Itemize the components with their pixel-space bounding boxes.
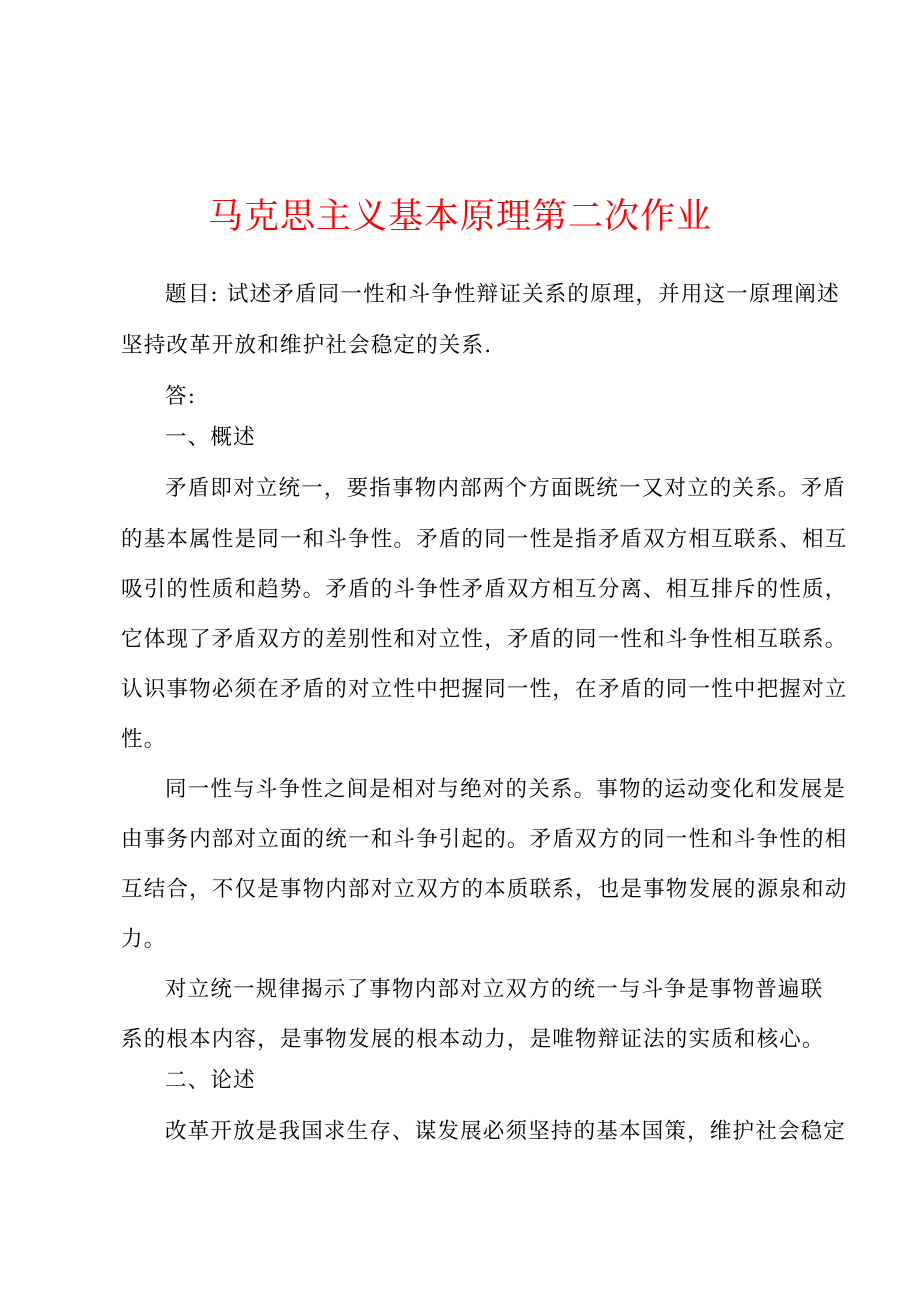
answer-label: 答: (165, 384, 197, 409)
paragraph-line: 同一性与斗争性之间是相对与绝对的关系。事物的运动变化和发展是 (165, 777, 847, 802)
paragraph-line: 互结合，不仅是事物内部对立双方的本质联系，也是事物发展的源泉和动 (121, 877, 848, 902)
paragraph-line: 它体现了矛盾双方的差别性和对立性，矛盾的同一性和斗争性相互联系。 (121, 627, 848, 652)
section-heading-discussion: 二、论述 (165, 1068, 256, 1093)
paragraph-line: 矛盾即对立统一，要指事物内部两个方面既统一又对立的关系。矛盾 (165, 476, 847, 501)
paragraph-line: 吸引的性质和趋势。矛盾的斗争性矛盾双方相互分离、相互排斥的性质， (121, 577, 848, 602)
question-line-2: 坚持改革开放和维护社会稳定的关系. (121, 333, 493, 358)
paragraph-line: 认识事物必须在矛盾的对立性中把握同一性，在矛盾的同一性中把握对立 (121, 677, 848, 702)
paragraph-line: 的基本属性是同一和斗争性。矛盾的同一性是指矛盾双方相互联系、相互 (121, 527, 848, 552)
paragraph-line: 性。 (121, 727, 167, 752)
paragraph-line: 力。 (121, 927, 167, 952)
paragraph-line: 系的根本内容，是事物发展的根本动力，是唯物辩证法的实质和核心。 (121, 1027, 825, 1052)
question-line-1: 题目: 试述矛盾同一性和斗争性辩证关系的原理，并用这一原理阐述 (165, 282, 840, 307)
paragraph-line: 由事务内部对立面的统一和斗争引起的。矛盾双方的同一性和斗争性的相 (121, 827, 848, 852)
section-heading-overview: 一、概述 (165, 425, 256, 450)
paragraph-line: 对立统一规律揭示了事物内部对立双方的统一与斗争是事物普遍联 (165, 977, 824, 1002)
paragraph-line: 改革开放是我国求生存、谋发展必须坚持的基本国策，维护社会稳定 (165, 1119, 847, 1144)
document-title: 马克思主义基本原理第二次作业 (207, 197, 712, 237)
